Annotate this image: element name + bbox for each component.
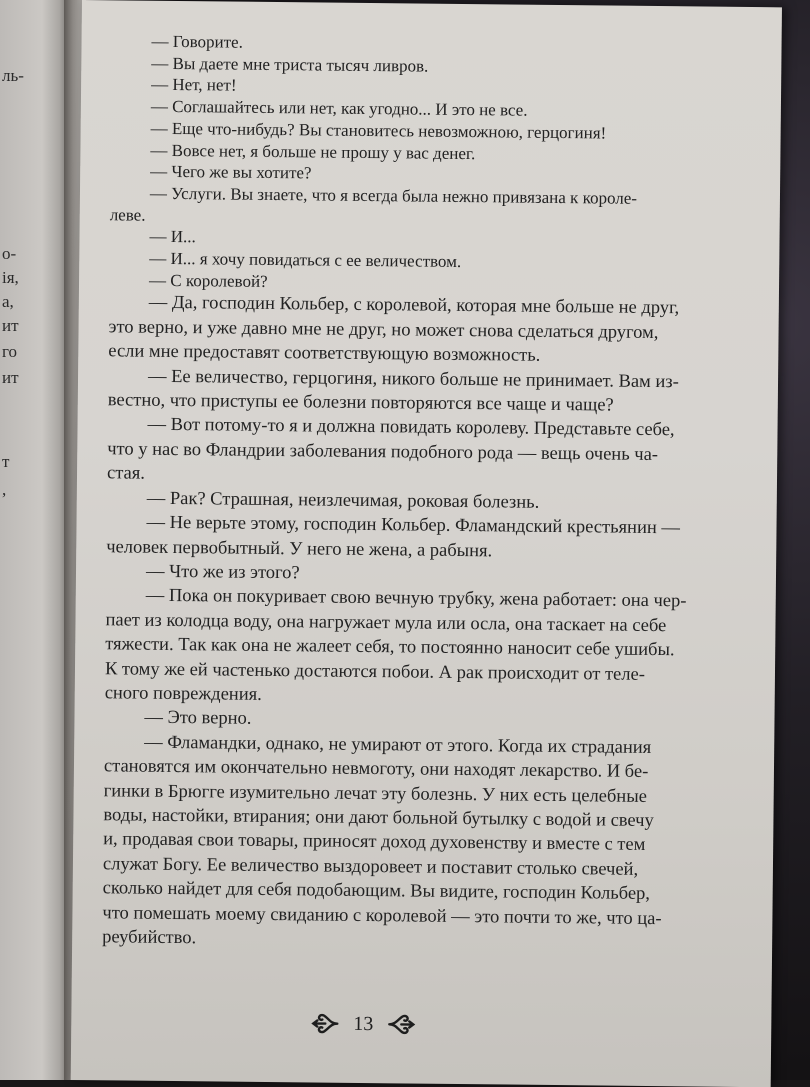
- text-line: — Рак? Страшная, неизлечимая, роковая болезнь.: [146, 488, 540, 513]
- text-line: становятся им окончательно невмоготу, они находят лекарство. И бе-: [103, 756, 649, 783]
- text-line: пает из колодца воду, она нагружает мула или осла, она таскает на себе: [105, 609, 667, 636]
- lower-block: [102, 291, 709, 956]
- text-line: это верно, и уже давно мне не друг, но может снова сделаться другом,: [108, 317, 659, 343]
- text-line: — Вовсе нет, я больше не прошу у вас денег.: [150, 140, 476, 163]
- text-line: сного повреждения.: [104, 683, 262, 705]
- text-line: стая.: [106, 463, 146, 484]
- text-line: человек первобытный. У него не жена, а рабыня.: [106, 536, 493, 561]
- left-fragment: ит: [2, 368, 19, 387]
- text-line: что у нас во Фландрии заболевания подобного рода — вещь очень ча-: [107, 439, 659, 465]
- text-line: — Ее величество, герцогиня, никого больше не принимает. Вам из-: [147, 366, 679, 392]
- left-fragment: ія,: [2, 268, 19, 287]
- left-fragment: ,: [2, 480, 7, 499]
- text-line: — Что же из этого?: [145, 561, 300, 584]
- text-line: тяжести. Так как она не жалеет себя, то постоянно наносит себе ушибы.: [105, 634, 675, 661]
- page-number: 13: [353, 1012, 374, 1035]
- page-text: [102, 30, 712, 956]
- text-line: — И... я хочу повидаться с ее величеством.: [149, 248, 462, 272]
- text-line: — Вы даете мне триста тысяч ливров.: [151, 53, 429, 76]
- text-line: если мне предоставят соответствующую возможность.: [108, 341, 541, 367]
- fleuron-left-icon: [311, 1010, 339, 1036]
- text-line: и, продавая свои товары, приносят доход духовенству и вместе с тем: [103, 829, 646, 856]
- text-line: служат Богу. Ее величество выздоровеет и поставит столько свечей,: [102, 854, 639, 880]
- text-line: — Услуги. Вы знаете, что я всегда была нежно привязана к короле-: [149, 183, 638, 208]
- left-fragment: го: [2, 342, 18, 361]
- text-line: леве.: [109, 204, 146, 225]
- text-line: — Еще что-нибудь? Вы становитесь невозможною, герцогиня!: [150, 118, 607, 143]
- text-line: — Фламандки, однако, не умирают от этого. Когда их страдания: [144, 732, 652, 758]
- text-line: — Чего же вы хотите?: [150, 161, 312, 183]
- left-fragment: т: [2, 452, 10, 471]
- text-line: — Это верно.: [144, 708, 252, 730]
- left-fragment: о-: [2, 244, 17, 263]
- left-fragment: ль-: [2, 66, 24, 85]
- text-line: — Соглашайтесь или нет, как угодно... И это не все.: [150, 96, 528, 120]
- text-line: — Нет, нет!: [151, 75, 237, 96]
- book-page: [71, 0, 782, 1087]
- text-line: гинки в Брюгге изумительно лечат эту болезнь. У них есть целебные: [103, 780, 647, 807]
- left-fragment: ит: [2, 316, 19, 335]
- text-line: — И...: [149, 227, 196, 247]
- upper-block: [109, 30, 712, 297]
- text-line: воды, настойки, втирания; они дают больной бутылку с водой и свечу: [103, 805, 654, 832]
- text-line: — Не верьте этому, господин Кольбер. Фламандский крестьянин —: [146, 512, 681, 539]
- text-line: — Вот потому-то я и должна повидать королеву. Представьте себе,: [147, 415, 675, 441]
- text-line: — С королевой?: [148, 270, 268, 291]
- text-line: — Да, господин Кольбер, с королевой, которая мне больше не друг,: [148, 293, 680, 319]
- text-line: сколько найдет для себя подобающим. Вы видите, господин Кольбер,: [102, 878, 651, 905]
- text-line: — Говорите.: [151, 31, 243, 52]
- page-number-block: [311, 1010, 415, 1037]
- previous-page-edge: [0, 0, 70, 1080]
- text-line: реубийство.: [102, 927, 197, 949]
- left-fragment: а,: [2, 292, 14, 311]
- text-line: К тому же ей частенько достаются побои. А рак происходит от теле-: [104, 658, 646, 685]
- text-line: что помешать моему свиданию с королевой — это почти то же, что ца-: [102, 902, 662, 929]
- fleuron-right-icon: [387, 1011, 415, 1037]
- text-line: вестно, что приступы ее болезни повторяются все чаще и чаще?: [107, 390, 614, 416]
- text-line: — Пока он покуривает свою вечную трубку, жена работает: она чер-: [145, 586, 687, 612]
